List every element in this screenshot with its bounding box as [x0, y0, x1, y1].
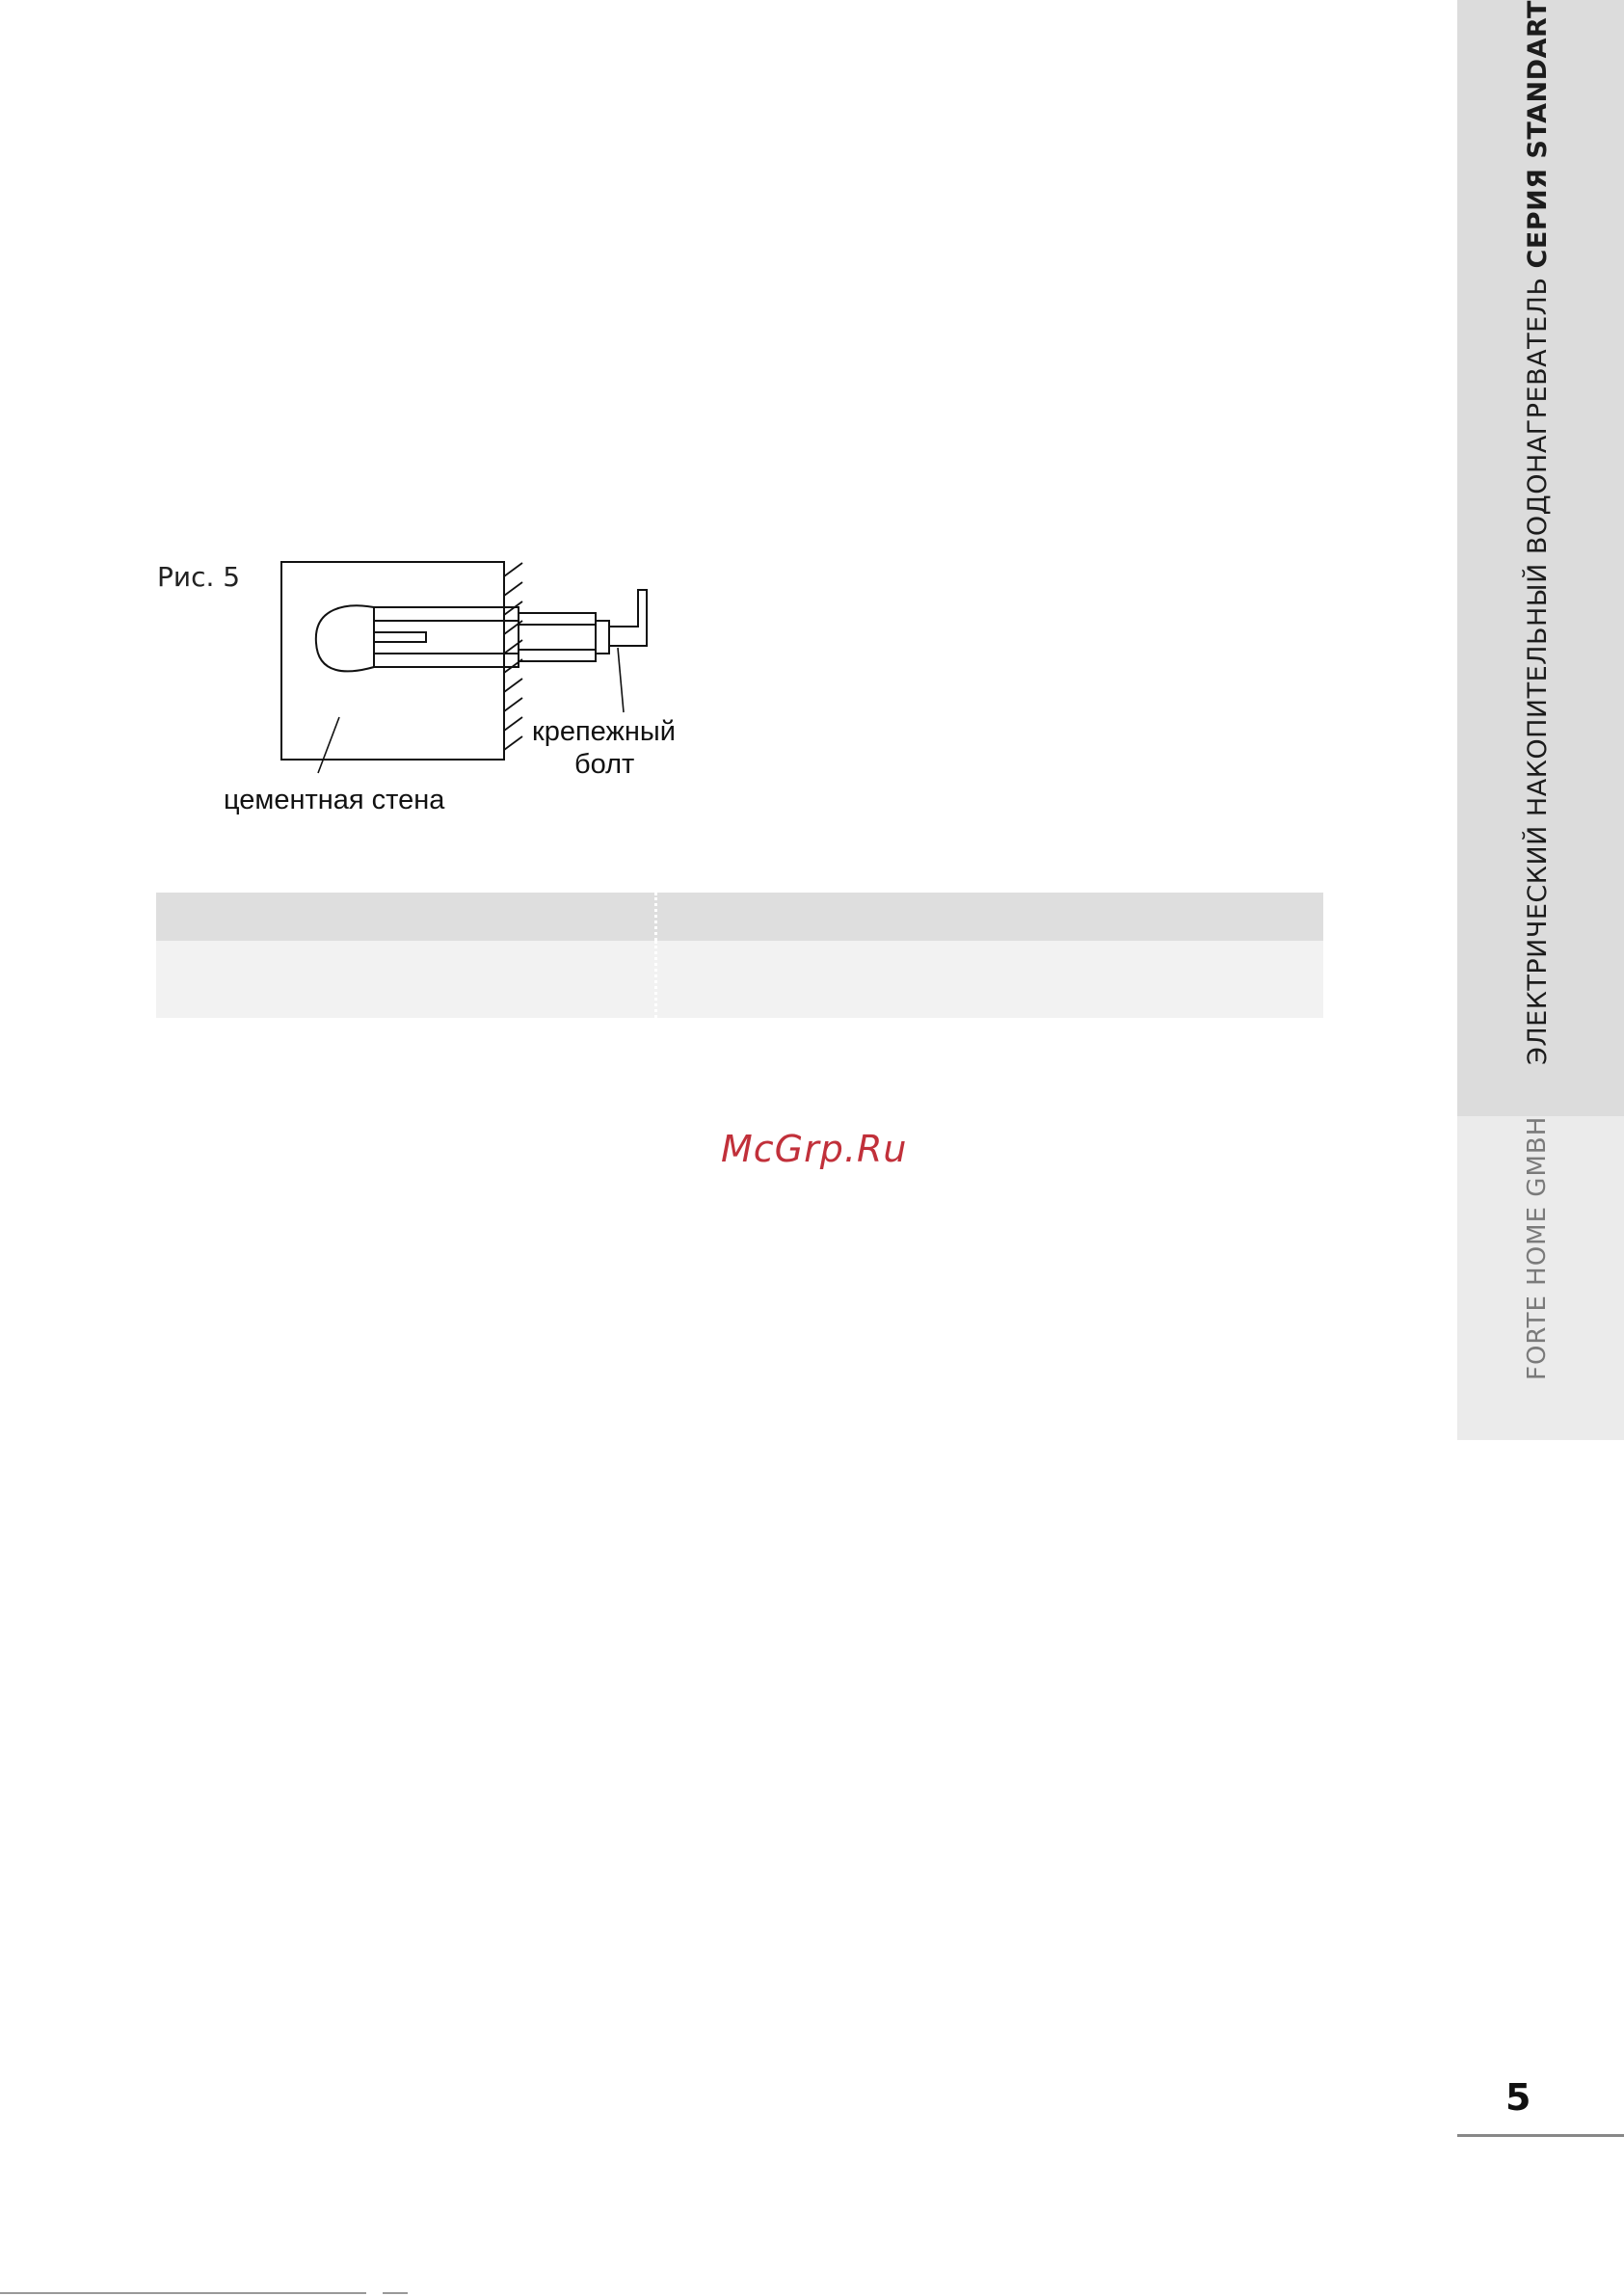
table-row	[156, 941, 1323, 1018]
bolt-hook	[609, 590, 647, 646]
figure-label: Рис. 5	[157, 561, 241, 593]
concrete-wall	[281, 562, 504, 760]
company-name: FORTE HOME GMBH	[1523, 1115, 1552, 1380]
document-title-series: СЕРИЯ STANDART	[1523, 0, 1553, 269]
anchor-bulb	[316, 605, 374, 671]
bolt-leader-line	[618, 648, 624, 712]
anchor-sleeve	[374, 607, 519, 667]
bottom-rule	[0, 2292, 366, 2294]
table-header-cell	[657, 893, 1323, 941]
watermark: McGrp.Ru	[721, 1128, 908, 1170]
table-header-cell	[156, 893, 657, 941]
bolt-label-line1: крепежный	[532, 716, 676, 747]
page-number: 5	[1505, 2076, 1531, 2119]
bolt-shank	[519, 613, 596, 661]
info-table	[156, 893, 1323, 1018]
page-number-rule	[1457, 2134, 1624, 2137]
wall-hatching	[504, 563, 522, 750]
wall-leader-line	[318, 717, 339, 773]
bolt-nut	[596, 621, 609, 654]
bottom-mark	[383, 2292, 408, 2294]
document-title-regular: ЭЛЕКТРИЧЕСКИЙ НАКОПИТЕЛЬНЫЙ ВОДОНАГРЕВАТЕЛЬ	[1523, 268, 1553, 1065]
bolt-label-line2: болт	[574, 749, 635, 780]
document-title	[1523, 0, 1553, 1065]
table-cell	[657, 941, 1323, 1018]
table-header-row	[156, 893, 1323, 941]
table-cell	[156, 941, 657, 1018]
wall-label: цементная стена	[224, 785, 445, 815]
